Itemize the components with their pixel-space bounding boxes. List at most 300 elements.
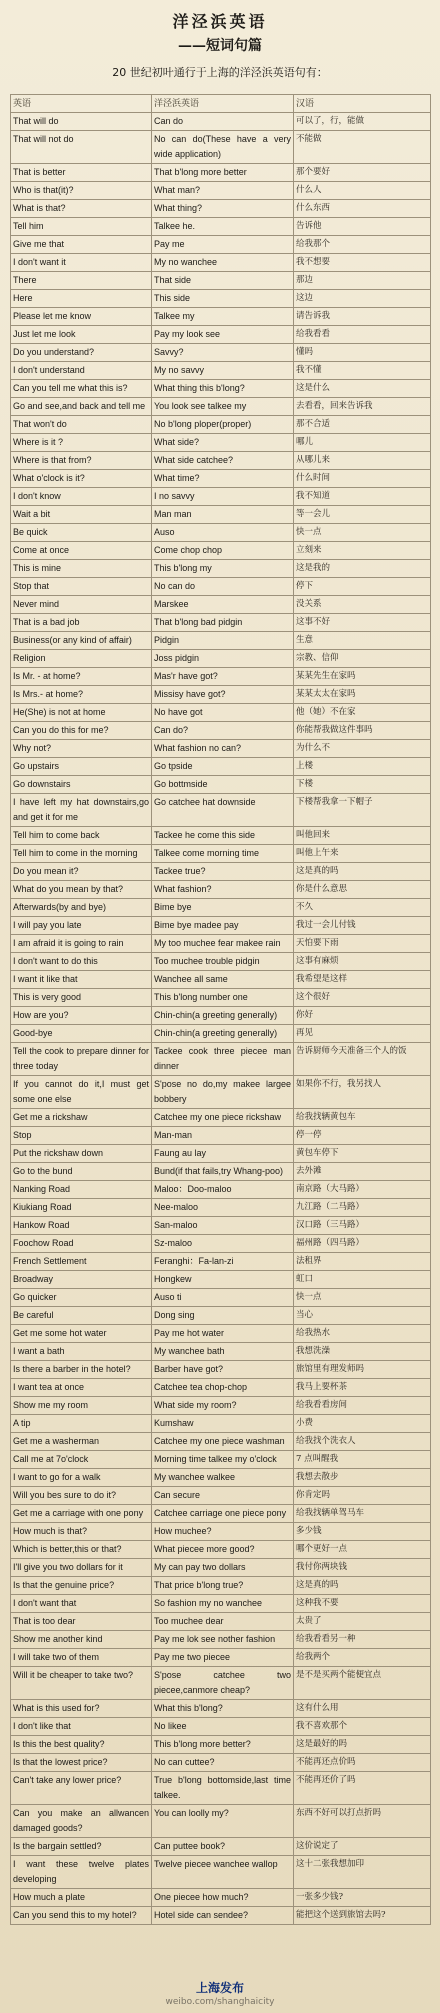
table-row (11, 578, 431, 596)
chinese-cell: 去看看，回来告诉我 (294, 398, 431, 416)
table-row (11, 1613, 431, 1631)
chinese-cell: 给我找个洗衣人 (294, 1433, 431, 1451)
english-cell: Can't take any lower price? (11, 1772, 152, 1805)
pidgin-cell: True b'long bottomside,last time talkee. (152, 1772, 294, 1805)
english-cell: Do you understand? (11, 344, 152, 362)
pidgin-cell: That price b'long true? (152, 1577, 294, 1595)
pidgin-cell: Too muchee trouble pidgin (152, 953, 294, 971)
english-cell: That is better (11, 164, 152, 182)
chinese-cell: 他（她）不在家 (294, 704, 431, 722)
english-cell: Is this the best quality? (11, 1736, 152, 1754)
chinese-cell: 给我找辆黄包车 (294, 1109, 431, 1127)
chinese-cell: 这是什么 (294, 380, 431, 398)
english-cell: Is Mr. - at home? (11, 668, 152, 686)
english-cell: That won't do (11, 416, 152, 434)
chinese-cell: 什么时间 (294, 470, 431, 488)
english-cell: Which is better,this or that? (11, 1541, 152, 1559)
pidgin-cell: What thing this b'long? (152, 380, 294, 398)
english-cell: Broadway (11, 1271, 152, 1289)
pidgin-cell: Morning time talkee my o'clock (152, 1451, 294, 1469)
english-cell: I want a bath (11, 1343, 152, 1361)
table-row (11, 1007, 431, 1025)
chinese-cell: 给我找辆单驾马车 (294, 1505, 431, 1523)
english-cell: That will not do (11, 131, 152, 164)
pidgin-cell: Joss pidgin (152, 650, 294, 668)
chinese-cell: 我希望是这样 (294, 971, 431, 989)
chinese-cell: 给我热水 (294, 1325, 431, 1343)
chinese-cell: 当心 (294, 1307, 431, 1325)
english-cell: Go upstairs (11, 758, 152, 776)
chinese-cell: 我马上要杯茶 (294, 1379, 431, 1397)
table-row (11, 1631, 431, 1649)
pidgin-cell: S'pose catchee two piecee,canmore cheap? (152, 1667, 294, 1700)
chinese-cell: 我想去散步 (294, 1469, 431, 1487)
chinese-cell: 这是真的吗 (294, 1577, 431, 1595)
pidgin-cell: Talkee he. (152, 218, 294, 236)
table-row (11, 989, 431, 1007)
pidgin-cell: One piecee how much? (152, 1889, 294, 1907)
english-cell: Go and see,and back and tell me (11, 398, 152, 416)
english-cell: Just let me look (11, 326, 152, 344)
english-cell: Go to the bund (11, 1163, 152, 1181)
pidgin-cell: Dong sing (152, 1307, 294, 1325)
chinese-cell: 小费 (294, 1415, 431, 1433)
chinese-cell: 停一停 (294, 1127, 431, 1145)
table-row (11, 776, 431, 794)
pidgin-cell: Come chop chop (152, 542, 294, 560)
pidgin-cell: Wanchee all same (152, 971, 294, 989)
table-row (11, 290, 431, 308)
chinese-cell: 从哪儿来 (294, 452, 431, 470)
chinese-cell: 某某太太在家吗 (294, 686, 431, 704)
table-row (11, 1805, 431, 1838)
table-row (11, 1856, 431, 1889)
pidgin-cell: How muchee? (152, 1523, 294, 1541)
table-row (11, 1754, 431, 1772)
table-row (11, 380, 431, 398)
table-row (11, 1025, 431, 1043)
table-row (11, 113, 431, 131)
table-row (11, 1361, 431, 1379)
chinese-cell: 如果你不行，我另找人 (294, 1076, 431, 1109)
table-row (11, 704, 431, 722)
table-row (11, 560, 431, 578)
chinese-cell: 我想洗澡 (294, 1343, 431, 1361)
pidgin-cell: What side? (152, 434, 294, 452)
table-row (11, 1559, 431, 1577)
english-cell: Get me a rickshaw (11, 1109, 152, 1127)
table-row (11, 1469, 431, 1487)
english-cell: Nanking Road (11, 1181, 152, 1199)
table-row (11, 686, 431, 704)
chinese-cell: 福州路（四马路） (294, 1235, 431, 1253)
table-row (11, 1253, 431, 1271)
english-cell: Wait a bit (11, 506, 152, 524)
english-cell: Never mind (11, 596, 152, 614)
english-cell: Show me another kind (11, 1631, 152, 1649)
pidgin-cell: What piecee more good? (152, 1541, 294, 1559)
chinese-cell: 这是最好的吗 (294, 1736, 431, 1754)
table-row (11, 1307, 431, 1325)
chinese-cell: 没关系 (294, 596, 431, 614)
pidgin-cell: Can secure (152, 1487, 294, 1505)
pidgin-cell: Can do (152, 113, 294, 131)
pidgin-cell: That side (152, 272, 294, 290)
pidgin-cell: Auso ti (152, 1289, 294, 1307)
table-row (11, 917, 431, 935)
pidgin-cell: Savvy? (152, 344, 294, 362)
english-cell: I have left my hat downstairs,go and get it for me (11, 794, 152, 827)
english-cell: Do you mean it? (11, 863, 152, 881)
table-row (11, 200, 431, 218)
english-cell: Afterwards(by and bye) (11, 899, 152, 917)
pidgin-cell: What man? (152, 182, 294, 200)
table-row (11, 1145, 431, 1163)
pidgin-cell: I no savvy (152, 488, 294, 506)
pidgin-cell: This b'long more better? (152, 1736, 294, 1754)
chinese-cell: 再见 (294, 1025, 431, 1043)
chinese-cell: 这有什么用 (294, 1700, 431, 1718)
english-cell: Call me at 7o'clock (11, 1451, 152, 1469)
pidgin-cell: Bime bye madee pay (152, 917, 294, 935)
chinese-cell: 汉口路（三马路） (294, 1217, 431, 1235)
table-row (11, 1505, 431, 1523)
pidgin-cell: What thing? (152, 200, 294, 218)
intro-text: 20 世纪初叶通行于上海的洋泾浜英语句有： (112, 66, 328, 79)
chinese-cell: 不能做 (294, 131, 431, 164)
pidgin-cell: Barber have got? (152, 1361, 294, 1379)
pidgin-cell: Chin-chin(a greeting generally) (152, 1007, 294, 1025)
english-cell: Get me some hot water (11, 1325, 152, 1343)
chinese-cell: 那边 (294, 272, 431, 290)
footer-brand: 上海发布 (195, 1981, 244, 1995)
english-cell: Show me my room (11, 1397, 152, 1415)
table-row (11, 1889, 431, 1907)
table-row (11, 1523, 431, 1541)
chinese-cell: 宗教、信仰 (294, 650, 431, 668)
pidgin-cell: What side my room? (152, 1397, 294, 1415)
chinese-cell: 这十二张我想加印 (294, 1856, 431, 1889)
pidgin-cell: Talkee come morning time (152, 845, 294, 863)
chinese-cell: 我付你两块钱 (294, 1559, 431, 1577)
english-cell: I don't want to do this (11, 953, 152, 971)
chinese-cell: 你能帮我做这件事吗 (294, 722, 431, 740)
pidgin-cell: San-maloo (152, 1217, 294, 1235)
table-row (11, 1415, 431, 1433)
english-cell: Go downstairs (11, 776, 152, 794)
pidgin-cell: Catchee carriage one piece pony (152, 1505, 294, 1523)
english-cell: I want tea at once (11, 1379, 152, 1397)
english-cell: Where is that from? (11, 452, 152, 470)
pidgin-cell: What this b'long? (152, 1700, 294, 1718)
table-row (11, 1433, 431, 1451)
english-cell: Get me a washerman (11, 1433, 152, 1451)
chinese-cell: 天怕要下雨 (294, 935, 431, 953)
pidgin-cell: Pidgin (152, 632, 294, 650)
table-row (11, 1235, 431, 1253)
english-cell: Tell him (11, 218, 152, 236)
header-row (11, 95, 431, 113)
pidgin-cell: Too muchee dear (152, 1613, 294, 1631)
chinese-cell: 我过一会儿付钱 (294, 917, 431, 935)
table-row (11, 1718, 431, 1736)
english-cell: Will you bes sure to do it? (11, 1487, 152, 1505)
pidgin-cell: Missisy have got? (152, 686, 294, 704)
chinese-cell: 什么人 (294, 182, 431, 200)
table-row (11, 863, 431, 881)
table-row (11, 722, 431, 740)
chinese-cell: 上楼 (294, 758, 431, 776)
english-cell: I will take two of them (11, 1649, 152, 1667)
table-row (11, 1127, 431, 1145)
table-row (11, 740, 431, 758)
pidgin-cell: Nee-maloo (152, 1199, 294, 1217)
pidgin-cell: Pay my look see (152, 326, 294, 344)
english-cell: Be careful (11, 1307, 152, 1325)
header-english: 英语 (11, 95, 152, 113)
english-cell: Can you tell me what this is? (11, 380, 152, 398)
pidgin-cell: Bund(if that fails,try Whang-poo) (152, 1163, 294, 1181)
english-cell: Tell the cook to prepare dinner for three today (11, 1043, 152, 1076)
chinese-cell: 虹口 (294, 1271, 431, 1289)
pidgin-cell: Tackee he come this side (152, 827, 294, 845)
table-row (11, 398, 431, 416)
table-row (11, 1736, 431, 1754)
chinese-cell: 7 点叫醒我 (294, 1451, 431, 1469)
pidgin-cell: My wanchee bath (152, 1343, 294, 1361)
english-cell: What do you mean by that? (11, 881, 152, 899)
english-cell: That is too dear (11, 1613, 152, 1631)
pidgin-cell: What time? (152, 470, 294, 488)
english-cell: Stop that (11, 578, 152, 596)
pidgin-cell: Catchee my one piece rickshaw (152, 1109, 294, 1127)
english-cell: Tell him to come in the morning (11, 845, 152, 863)
english-cell: Here (11, 290, 152, 308)
pidgin-cell: S'pose no do,my makee largee bobbery (152, 1076, 294, 1109)
table-row (11, 596, 431, 614)
pidgin-cell: My too muchee fear makee rain (152, 935, 294, 953)
pidgin-cell: Twelve piecee wanchee wallop (152, 1856, 294, 1889)
english-cell: Good-bye (11, 1025, 152, 1043)
chinese-cell: 这价说定了 (294, 1838, 431, 1856)
chinese-cell: 某某先生在家吗 (294, 668, 431, 686)
header-pidgin: 洋泾浜英语 (152, 95, 294, 113)
english-cell: If you cannot do it,I must get some one else (11, 1076, 152, 1109)
chinese-cell: 请告诉我 (294, 308, 431, 326)
pidgin-cell: This side (152, 290, 294, 308)
english-cell: Can you make an allwancen damaged goods? (11, 1805, 152, 1838)
table-row (11, 1397, 431, 1415)
chinese-cell: 告诉厨师今天准备三个人的饭 (294, 1043, 431, 1076)
table-row (11, 470, 431, 488)
chinese-cell: 旅馆里有理发师吗 (294, 1361, 431, 1379)
english-cell: Who is that(it)? (11, 182, 152, 200)
table-row (11, 1907, 431, 1925)
table-row (11, 845, 431, 863)
table-row (11, 1199, 431, 1217)
footer-url: weibo.com/shanghaicity (165, 1997, 275, 2007)
table-row (11, 506, 431, 524)
table-row (11, 236, 431, 254)
chinese-cell: 你肯定吗 (294, 1487, 431, 1505)
pidgin-cell: Faung au lay (152, 1145, 294, 1163)
table-row (11, 344, 431, 362)
chinese-cell: 这个很好 (294, 989, 431, 1007)
english-cell: How are you? (11, 1007, 152, 1025)
chinese-cell: 你好 (294, 1007, 431, 1025)
table-row (11, 1451, 431, 1469)
english-cell: I'll give you two dollars for it (11, 1559, 152, 1577)
chinese-cell: 你是什么意思 (294, 881, 431, 899)
pidgin-cell: No can do (152, 578, 294, 596)
english-cell: Go quicker (11, 1289, 152, 1307)
english-cell: I don't like that (11, 1718, 152, 1736)
pidgin-cell: You look see talkee my (152, 398, 294, 416)
table-row (11, 650, 431, 668)
pidgin-cell: What side catchee? (152, 452, 294, 470)
english-cell: Is that the genuine price? (11, 1577, 152, 1595)
pidgin-cell: My wanchee walkee (152, 1469, 294, 1487)
chinese-cell: 这事有麻烦 (294, 953, 431, 971)
english-cell: Kiukiang Road (11, 1199, 152, 1217)
english-cell: How much is that? (11, 1523, 152, 1541)
english-cell: Hankow Road (11, 1217, 152, 1235)
pidgin-cell: My no savvy (152, 362, 294, 380)
table-row (11, 668, 431, 686)
table-row (11, 935, 431, 953)
table-row (11, 416, 431, 434)
pidgin-cell: Man man (152, 506, 294, 524)
table-row (11, 1217, 431, 1235)
pidgin-cell: You can loolly my? (152, 1805, 294, 1838)
english-cell: This is mine (11, 560, 152, 578)
pidgin-cell: No can do(These have a very wide application) (152, 131, 294, 164)
chinese-cell: 黄包车停下 (294, 1145, 431, 1163)
chinese-cell: 我不喜欢那个 (294, 1718, 431, 1736)
chinese-cell: 什么东西 (294, 200, 431, 218)
table-row (11, 164, 431, 182)
table-row (11, 953, 431, 971)
pidgin-cell: Chin-chin(a greeting generally) (152, 1025, 294, 1043)
english-cell: I don't know (11, 488, 152, 506)
english-cell: A tip (11, 1415, 152, 1433)
chinese-cell: 我不想要 (294, 254, 431, 272)
table-row (11, 632, 431, 650)
table-row (11, 131, 431, 164)
pidgin-cell: That b'long bad pidgin (152, 614, 294, 632)
english-cell: Tell him to come back (11, 827, 152, 845)
english-cell: What is this used for? (11, 1700, 152, 1718)
table-row (11, 1043, 431, 1076)
chinese-cell: 那不合适 (294, 416, 431, 434)
chinese-cell: 告诉他 (294, 218, 431, 236)
chinese-cell: 南京路（大马路） (294, 1181, 431, 1199)
english-cell: French Settlement (11, 1253, 152, 1271)
english-cell: That is a bad job (11, 614, 152, 632)
table-row (11, 758, 431, 776)
english-cell: Why not? (11, 740, 152, 758)
pidgin-cell: Pay me two piecee (152, 1649, 294, 1667)
chinese-cell: 等一会儿 (294, 506, 431, 524)
table-row (11, 1541, 431, 1559)
table-row (11, 308, 431, 326)
chinese-cell: 懂吗 (294, 344, 431, 362)
chinese-cell: 法租界 (294, 1253, 431, 1271)
chinese-cell: 下楼帮我拿一下帽子 (294, 794, 431, 827)
chinese-cell: 九江路（二马路） (294, 1199, 431, 1217)
page-subtitle: ——短词句篇 (178, 38, 262, 54)
chinese-cell: 叫他回来 (294, 827, 431, 845)
table-row (11, 272, 431, 290)
english-cell: Is there a barber in the hotel? (11, 1361, 152, 1379)
chinese-cell: 这种我不要 (294, 1595, 431, 1613)
table-row (11, 1667, 431, 1700)
chinese-cell: 快一点 (294, 524, 431, 542)
pidgin-cell: That b'long more better (152, 164, 294, 182)
chinese-cell: 为什么不 (294, 740, 431, 758)
pidgin-cell: Marskee (152, 596, 294, 614)
table-row (11, 1343, 431, 1361)
chinese-cell: 哪儿 (294, 434, 431, 452)
english-cell: Foochow Road (11, 1235, 152, 1253)
chinese-cell: 东西不好可以打点折吗 (294, 1805, 431, 1838)
table-row (11, 326, 431, 344)
table-row (11, 452, 431, 470)
english-cell: This is very good (11, 989, 152, 1007)
english-cell: Religion (11, 650, 152, 668)
chinese-cell: 太贵了 (294, 1613, 431, 1631)
table-row (11, 1838, 431, 1856)
pidgin-cell: My can pay two dollars (152, 1559, 294, 1577)
table-row (11, 218, 431, 236)
chinese-cell: 这事不好 (294, 614, 431, 632)
pidgin-cell: Bime bye (152, 899, 294, 917)
english-cell: Will it be cheaper to take two? (11, 1667, 152, 1700)
pidgin-cell: This b'long my (152, 560, 294, 578)
table-row (11, 362, 431, 380)
phrase-table (10, 94, 431, 1925)
pidgin-cell: Can do? (152, 722, 294, 740)
pidgin-cell: Catchee my one piece washman (152, 1433, 294, 1451)
pidgin-cell: Tackee cook three piecee man dinner (152, 1043, 294, 1076)
table-row (11, 1163, 431, 1181)
table-row (11, 1487, 431, 1505)
pidgin-cell: No have got (152, 704, 294, 722)
english-cell: Get me a carriage with one pony (11, 1505, 152, 1523)
pidgin-cell: Maloo：Doo-maloo (152, 1181, 294, 1199)
chinese-cell: 叫他上午来 (294, 845, 431, 863)
pidgin-cell: Auso (152, 524, 294, 542)
chinese-cell: 去外滩 (294, 1163, 431, 1181)
english-cell: I don't want that (11, 1595, 152, 1613)
chinese-cell: 我不知道 (294, 488, 431, 506)
chinese-cell: 这是我的 (294, 560, 431, 578)
pidgin-cell: What fashion? (152, 881, 294, 899)
pidgin-cell: Man-man (152, 1127, 294, 1145)
english-cell: I will pay you late (11, 917, 152, 935)
table-row (11, 881, 431, 899)
chinese-cell: 这是真的吗 (294, 863, 431, 881)
table-row (11, 488, 431, 506)
english-cell: Where is it ? (11, 434, 152, 452)
chinese-cell: 这边 (294, 290, 431, 308)
english-cell: He(She) is not at home (11, 704, 152, 722)
table-row (11, 1289, 431, 1307)
table-row (11, 1577, 431, 1595)
pidgin-cell: Feranghi：Fa-lan-zi (152, 1253, 294, 1271)
english-cell: Business(or any kind of affair) (11, 632, 152, 650)
chinese-cell: 多少钱 (294, 1523, 431, 1541)
